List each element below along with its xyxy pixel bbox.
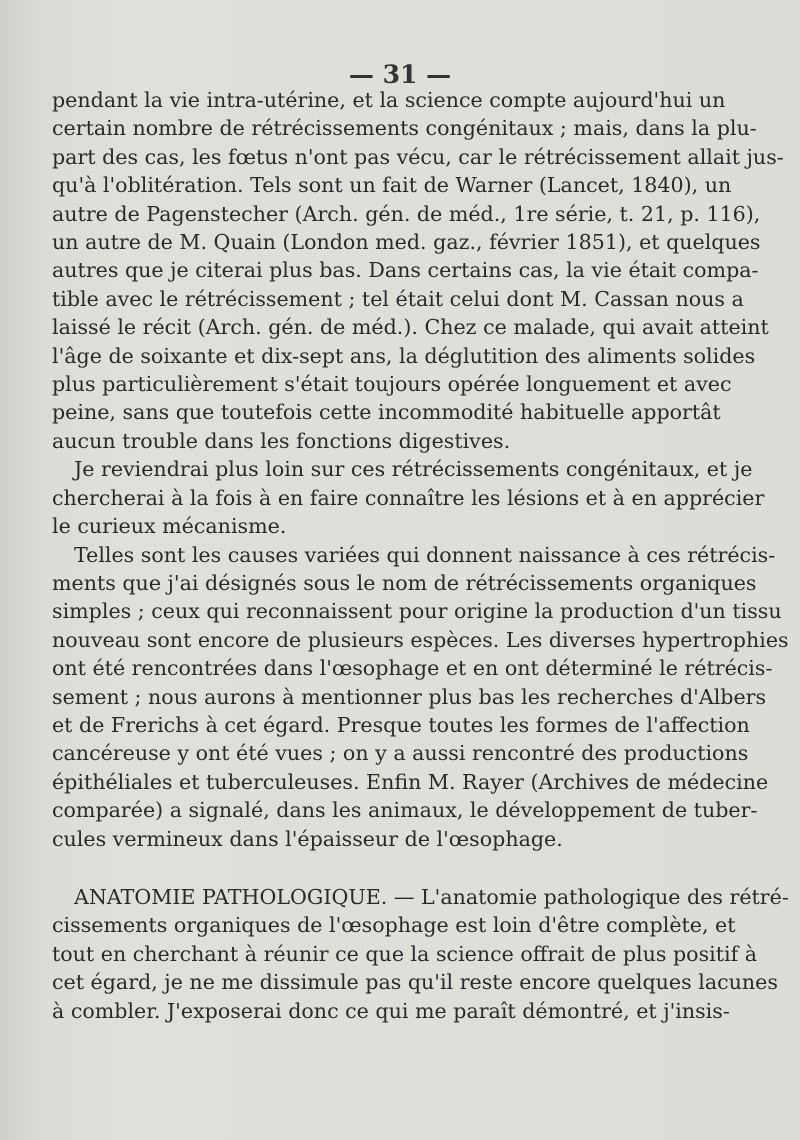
text-line: autres que je citerai plus bas. Dans certains cas, la vie était compa- <box>52 258 759 283</box>
text-line: cancéreuse y ont été vues ; on y a aussi rencontré des productions <box>52 741 749 766</box>
paragraph-3 <box>52 541 789 853</box>
paragraph-4 <box>52 883 789 1025</box>
body-text <box>52 86 789 1025</box>
paragraph-2 <box>52 455 765 540</box>
text-line: simples ; ceux qui reconnaissent pour origine la production d'un tissu <box>52 599 782 624</box>
text-line: le curieux mécanisme. <box>52 514 287 539</box>
paragraph-1 <box>52 86 784 455</box>
text-line: autre de Pagenstecher (Arch. gén. de méd., 1re série, t. 21, p. 116), <box>52 201 761 226</box>
page-number: — 31 — <box>348 60 452 89</box>
text-line: Je reviendrai plus loin sur ces rétrécissements congénitaux, et je <box>74 457 753 482</box>
text-line: comparée) a signalé, dans les animaux, le développement de tuber- <box>52 798 758 823</box>
text-line: l'âge de soixante et dix-sept ans, la déglutition des aliments solides <box>52 343 756 368</box>
text-line: cules vermineux dans l'épaisseur de l'œsophage. <box>52 826 563 851</box>
text-line: plus particulièrement s'était toujours opérée longuement et avec <box>52 372 732 397</box>
text-line: chercherai à la fois à en faire connaître les lésions et à en apprécier <box>52 485 765 510</box>
text-line: cet égard, je ne me dissimule pas qu'il reste encore quelques lacunes <box>52 970 778 995</box>
text-line: ments que j'ai désignés sous le nom de rétrécissements organiques <box>52 570 757 595</box>
text-line: nouveau sont encore de plusieurs espèces. Les diverses hypertrophies <box>52 627 789 652</box>
text-line: pendant la vie intra-utérine, et la science compte aujourd'hui un <box>52 88 726 112</box>
text-line: part des cas, les fœtus n'ont pas vécu, car le rétrécissement allait jus- <box>52 144 784 169</box>
text-line: Telles sont les causes variées qui donnent naissance à ces rétrécis- <box>74 542 776 567</box>
text-line: épithéliales et tuberculeuses. Enfin M. Rayer (Archives de médecine <box>52 769 769 794</box>
text-line: et de Frerichs à cet égard. Presque toutes les formes de l'affection <box>52 712 750 737</box>
text-line: sement ; nous aurons à mentionner plus bas les recherches d'Albers <box>52 684 767 709</box>
text-line: ANATOMIE PATHOLOGIQUE. — L'anatomie pathologique des rétré- <box>74 884 789 909</box>
text-line: à combler. J'exposerai donc ce qui me paraît démontré, et j'insis- <box>52 998 730 1023</box>
section-gap <box>52 853 684 883</box>
text-line: cissements organiques de l'œsophage est loin d'être complète, et <box>52 913 736 938</box>
text-line: laissé le récit (Arch. gén. de méd.). Chez ce malade, qui avait atteint <box>52 315 769 340</box>
text-line: tible avec le rétrécissement ; tel était celui dont M. Cassan nous a <box>52 286 744 311</box>
text-line: peine, sans que toutefois cette incommodité habituelle apportât <box>52 400 721 425</box>
text-line: tout en cherchant à réunir ce que la science offrait de plus positif à <box>52 941 758 966</box>
text-line: aucun trouble dans les fonctions digestives. <box>52 428 511 453</box>
text-line: certain nombre de rétrécissements congénitaux ; mais, dans la plu- <box>52 116 757 141</box>
text-line: ont été rencontrées dans l'œsophage et en ont déterminé le rétrécis- <box>52 656 773 681</box>
text-line: qu'à l'oblitération. Tels sont un fait de Warner (Lancet, 1840), un <box>52 173 732 198</box>
text-line: un autre de M. Quain (London med. gaz., février 1851), et quelques <box>52 230 761 255</box>
